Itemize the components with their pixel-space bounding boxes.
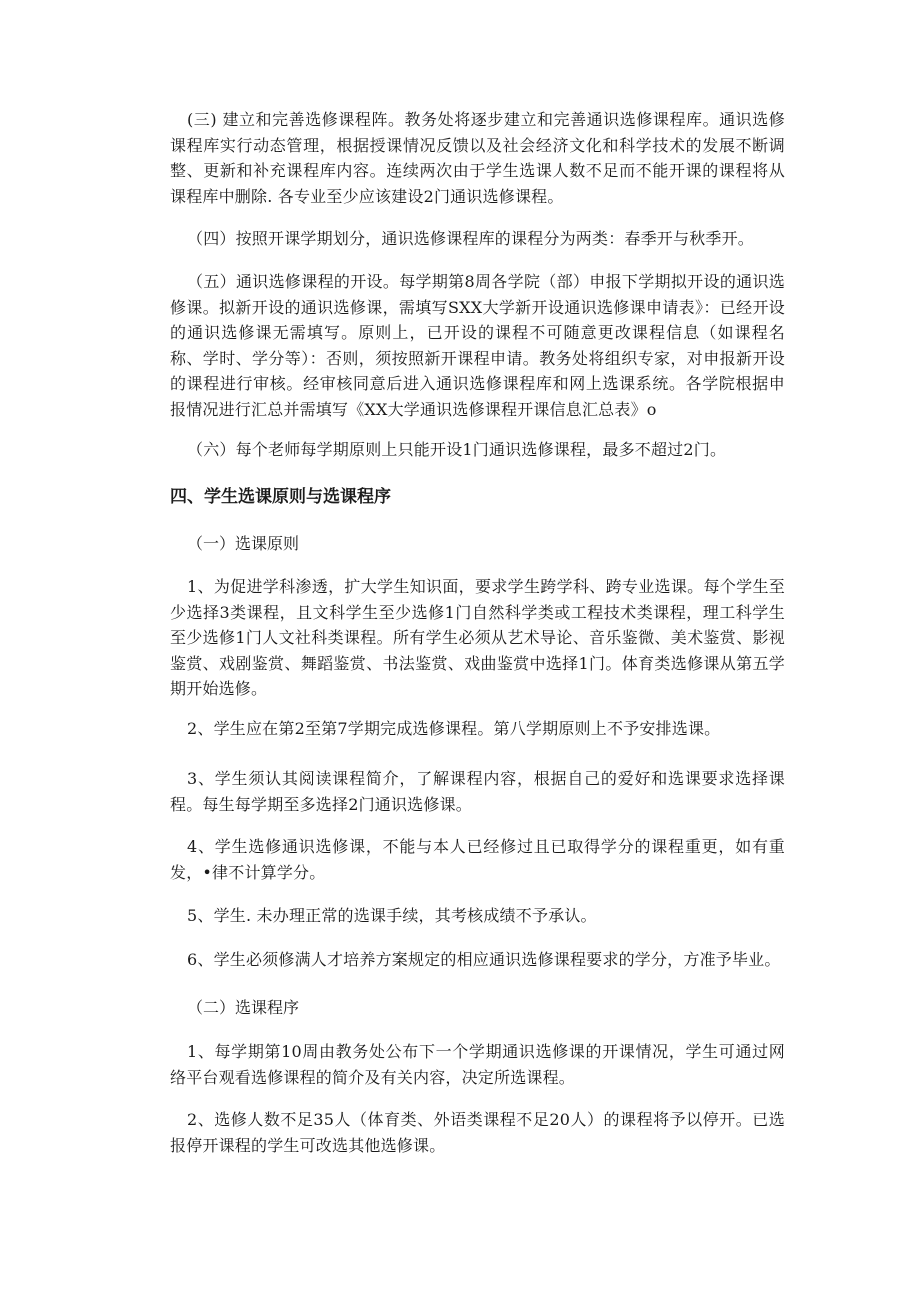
paragraph-procedure-1: 1、每学期第10周由教务处公布下一个学期通识选修课的开课情况，学生可通过网络平台观看选修课程的简介及有关内容，决定所选课程。 (170, 1042, 785, 1087)
paragraph-teacher-limit: （六）每个老师每学期原则上只能开设1门通识选修课程，最多不超过2门。 (187, 440, 727, 459)
paragraph-semester-division: （四）按照开课学期划分，通识选修课程库的课程分为两类：春季开与秋季开。 (187, 229, 755, 248)
subheading-selection-procedure: （二）选课程序 (187, 998, 300, 1017)
paragraph-rule-5: 5、学生. 未办理正常的选课手续，其考核成绩不予承认。 (187, 906, 597, 925)
paragraph-rule-1: 1、为促进学科渗透，扩大学生知识面，要求学生跨学科、跨专业选课。每个学生至少选择3类课程，且文科学生至少选修1门自然科学类或工程技术类课程，理工科学生至少选修1门人文社科类课程。所有学生必须从艺术导论、音乐鉴微、美术鉴赏、影视鉴赏、戏剧鉴赏、舞蹈鉴赏、书法鉴赏、戏曲鉴赏中选择1门。体育类选修课从第五学期开始选修。 (170, 577, 785, 698)
paragraph-course-opening: （五）通识选修课程的开设。每学期第8周各学院（部）申报下学期拟开设的通识选修课。拟新开设的通识选修课，需填写SXX大学新开设通识选修课申请表》：已经开设的通识选修课无需填写。原则上，已开设的课程不可随意更改课程信息（如课程名称、学时、学分等）：否则，须按照新开课程申请。教务处将组织专家，对申报新开设的课程进行审核。经审核同意后进入通识选修课程库和网上选课系统。各学院根据申报情况进行汇总并需填写《XX大学通识选修课程开课信息汇总表》o (170, 272, 785, 419)
subheading-selection-principles: （一）选课原则 (187, 534, 300, 553)
paragraph-course-library: (三) 建立和完善选修课程阵。教务处将逐步建立和完善通识选修课程库。通识选修课程库实行动态管理，根据授课情况反馈以及社会经济文化和科学技术的发展不断调整、更新和补充课程库内容。连续两次由于学生选课人数不足而不能开课的课程将从课程库中删除. 各专业至少应该建设2门通识选修课程。 (170, 110, 785, 206)
paragraph-rule-4: 4、学生选修通识选修课，不能与本人已经修过且已取得学分的课程重更，如有重发，•律不计算学分。 (170, 837, 785, 882)
section-heading-course-selection: 四、学生选课原则与选课程序 (170, 487, 391, 507)
paragraph-rule-2: 2、学生应在第2至第7学期完成选修课程。第八学期原则上不予安排选课。 (187, 719, 721, 738)
paragraph-rule-3: 3、学生须认其阅读课程简介，了解课程内容，根据自己的爱好和选课要求选择课程。每生每学期至多选择2门通识选修课。 (170, 769, 785, 814)
paragraph-rule-6: 6、学生必须修满人才培养方案规定的相应通识选修课程要求的学分，方准予毕业。 (187, 950, 781, 969)
paragraph-procedure-2: 2、选修人数不足35人（体育类、外语类课程不足20人）的课程将予以停开。已选报停开课程的学生可改选其他选修课。 (170, 1110, 785, 1155)
